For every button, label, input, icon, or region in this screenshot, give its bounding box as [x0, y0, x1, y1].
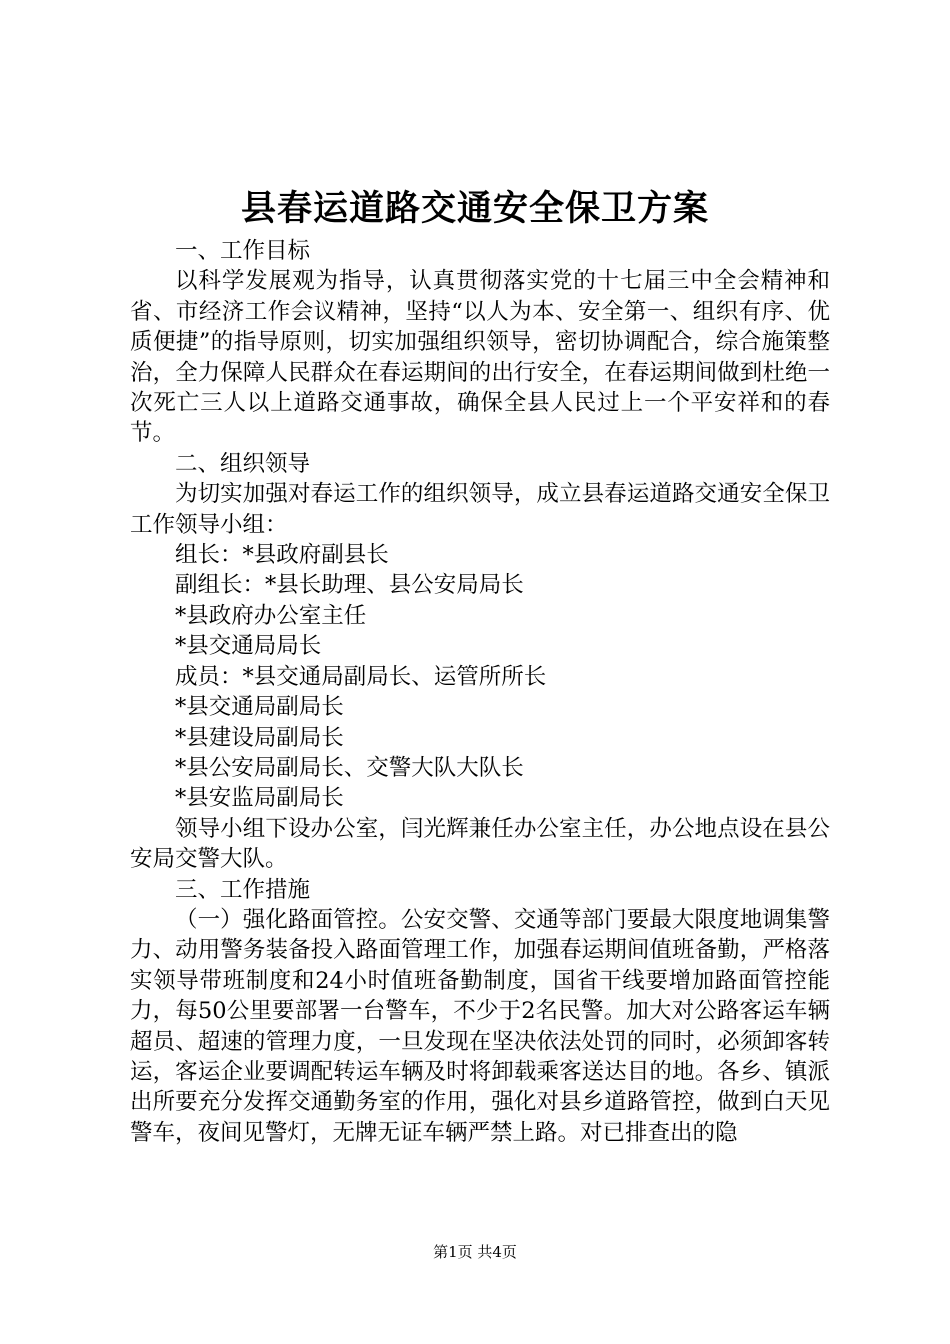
- member-line: *县建设局副局长: [175, 724, 344, 751]
- member-line: *县公安局副局长、交警大队大队长: [175, 754, 524, 781]
- paragraph-goals: 以科学发展观为指导，认真贯彻落实党的十七届三中全会精神和省、市经济工作会议精神，坚持“以人为本、安全第一、组织有序、优质便捷”的指导原则，切实加强组织领导，密切协调配合，综合施策整治，全力保障人民群众在春运期间的出行安全，在春运期间做到杜绝一次死亡三人以上道路交通事故，确保全县人民过上一个平安祥和的春节。: [130, 268, 830, 447]
- paragraph-office: 领导小组下设办公室，闫光辉兼任办公室主任，办公地点设在县公安局交警大队。: [130, 815, 830, 873]
- member-line-deputy-leader: 副组长：*县长助理、县公安局局长: [175, 572, 524, 599]
- page-footer: 第1页 共4页: [433, 1243, 517, 1261]
- member-line-members: 成员：*县交通局副局长、运管所所长: [175, 663, 547, 690]
- section-heading-organization: 二、组织领导: [175, 450, 311, 477]
- section-heading-measures: 三、工作措施: [175, 876, 311, 903]
- paragraph-organization-intro: 为切实加强对春运工作的组织领导，成立县春运道路交通安全保卫工作领导小组：: [130, 481, 830, 538]
- document-body: [130, 236, 830, 1148]
- member-line: *县交通局副局长: [175, 694, 344, 721]
- member-line: *县政府办公室主任: [175, 602, 367, 629]
- document-title: 县春运道路交通安全保卫方案: [240, 188, 709, 229]
- member-line-leader: 组长：*县政府副县长: [175, 542, 389, 569]
- section-heading-goals: 一、工作目标: [175, 238, 311, 264]
- member-line: *县安监局副局长: [175, 785, 344, 812]
- paragraph-measures-1: （一）强化路面管控。公安交警、交通等部门要最大限度地调集警力、动用警务装备投入路面管理工作，加强春运期间值班备勤，严格落实领导带班制度和24小时值班备勤制度，国省干线要增加路面管控能力，每50公里要部署一台警车，不少于2名民警。加大对公路客运车辆超员、超速的管理力度，一旦发现在坚决依法处罚的同时，必须卸客转运，客运企业要调配转运车辆及时将卸载乘客送达目的地。各乡、镇派出所要充分发挥交通勤务室的作用，强化对县乡道路管控，做到白天见警车，夜间见警灯，无牌无证车辆严禁上路。对已排查出的隐: [130, 906, 830, 1146]
- member-line: *县交通局局长: [175, 633, 322, 660]
